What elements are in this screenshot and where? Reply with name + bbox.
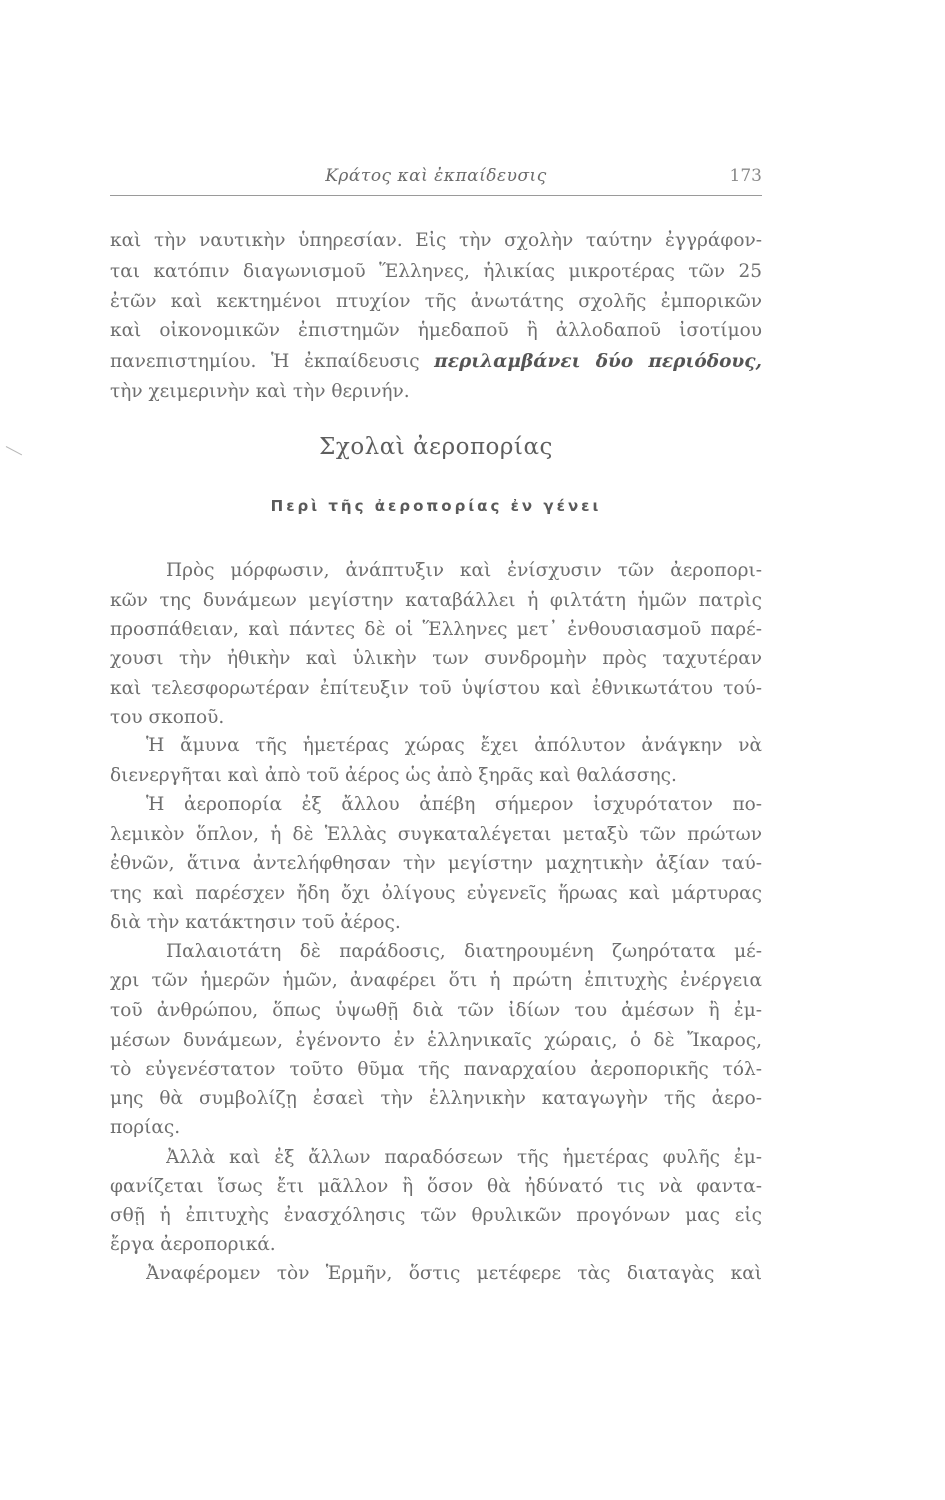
emphasized-text: περιλαμβάνει δύο περιόδους, — [434, 351, 762, 372]
text-line: μέσων δυνάμεων, ἐγένοντο ἐν ἑλληνικαῖς χώραις, ὁ δὲ Ἴκαρος, — [110, 1030, 762, 1051]
running-header — [110, 166, 762, 190]
text-line: Ἡ ἀεροπορία ἐξ ἄλλου ἀπέβη σήμερον ἰσχυρότατον πο- — [146, 794, 762, 815]
text-line: Ἀλλὰ καὶ ἐξ ἄλλων παραδόσεων τῆς ἡμετέρας φυλῆς ἐμ- — [166, 1147, 762, 1168]
text-line: πορίας. — [110, 1117, 181, 1138]
text-line: προσπάθειαν, καὶ πάντες δὲ οἱ Ἕλληνες μετ᾽ ἐνθουσιασμοῦ παρέ- — [110, 619, 762, 640]
text-line: ἐθνῶν, ἅτινα ἀντελήφθησαν τὴν μεγίστην μαχητικὴν ἀξίαν ταύ- — [110, 853, 762, 874]
text-line: τὴν χειμερινὴν καὶ τὴν θερινήν. — [110, 381, 410, 402]
text-line — [110, 349, 762, 375]
text-line: τὸ εὐγενέστατον τοῦτο θῦμα τῆς παναρχαίου ἀεροπορικῆς τόλ- — [110, 1059, 762, 1080]
running-title: Κράτος καὶ ἐκπαίδευσις — [325, 166, 547, 186]
text-line: Ἀναφέρομεν τὸν Ἑρμῆν, ὅστις μετέφερε τὰς διαταγὰς καὶ — [146, 1263, 762, 1284]
text-line: της καὶ παρέσχεν ἤδη ὄχι ὀλίγους εὐγενεῖς ἥρωας καὶ μάρτυρας — [110, 883, 762, 904]
section-title: Σχολαὶ ἀεροπορίας — [319, 434, 553, 460]
text-line: ται κατόπιν διαγωνισμοῦ Ἕλληνες, ἡλικίας μικροτέρας τῶν 25 — [110, 261, 762, 282]
text-line: λεμικὸν ὅπλον, ἡ δὲ Ἑλλὰς συγκαταλέγεται μεταξὺ τῶν πρώτων — [110, 824, 762, 845]
text-line: φανίζεται ἴσως ἔτι μᾶλλον ἢ ὅσον θὰ ἠδύνατό τις νὰ φαντα- — [110, 1176, 762, 1197]
text-line: τοῦ ἀνθρώπου, ὅπως ὑψωθῇ διὰ τῶν ἰδίων του ἀμέσων ἢ ἐμ- — [110, 1000, 762, 1021]
text-line: κῶν της δυνάμεων μεγίστην καταβάλλει ἡ φιλτάτη ἡμῶν πατρὶς — [110, 590, 762, 611]
text-line: μης θὰ συμβολίζῃ ἐσαεὶ τὴν ἑλληνικὴν καταγωγὴν τῆς ἀερο- — [110, 1088, 762, 1109]
text-line: καὶ τὴν ναυτικὴν ὑπηρεσίαν. Εἰς τὴν σχολὴν ταύτην ἐγγράφον- — [110, 230, 762, 251]
header-rule — [110, 195, 762, 196]
margin-mark — [6, 446, 22, 455]
text-line: Ἡ ἄμυνα τῆς ἡμετέρας χώρας ἔχει ἀπόλυτον ἀνάγκην νὰ — [146, 735, 762, 756]
text-line: διὰ τὴν κατάκτησιν τοῦ ἀέρος. — [110, 912, 401, 933]
text-line: Παλαιοτάτη δὲ παράδοσις, διατηρουμένη ζωηρότατα μέ- — [166, 941, 762, 962]
text-line: χρι τῶν ἡμερῶν ἡμῶν, ἀναφέρει ὅτι ἡ πρώτη ἐπιτυχὴς ἐνέργεια — [110, 970, 762, 991]
text-line: σθῇ ἡ ἐπιτυχὴς ἐνασχόλησις τῶν θρυλικῶν προγόνων μας εἰς — [110, 1205, 762, 1226]
text-line: καὶ οἰκονομικῶν ἐπιστημῶν ἡμεδαποῦ ἢ ἀλλοδαποῦ ἰσοτίμου — [110, 320, 762, 341]
text-line: Πρὸς μόρφωσιν, ἀνάπτυξιν καὶ ἐνίσχυσιν τῶν ἀεροπορι- — [166, 560, 762, 581]
text-line: διενεργῆται καὶ ἀπὸ τοῦ ἀέρος ὡς ἀπὸ ξηρᾶς καὶ θαλάσσης. — [110, 765, 677, 786]
text-line: χουσι τὴν ἠθικὴν καὶ ὑλικὴν των συνδρομὴν πρὸς ταχυτέραν — [110, 648, 762, 669]
text-run: πανεπιστημίου. Ἡ ἐκπαίδευσις — [110, 351, 435, 372]
text-line: του σκοποῦ. — [110, 707, 225, 728]
text-line: ἔργα ἀεροπορικά. — [110, 1234, 276, 1255]
text-line: καὶ τελεσφορωτέραν ἐπίτευξιν τοῦ ὑψίστου καὶ ἐθνικωτάτου τού- — [110, 678, 762, 699]
section-subtitle: Περὶ τῆς ἀεροπορίας ἐν γένει — [270, 497, 602, 515]
text-line: ἐτῶν καὶ κεκτημένοι πτυχίον τῆς ἀνωτάτης σχολῆς ἐμπορικῶν — [110, 291, 762, 312]
page-number: 173 — [729, 166, 762, 186]
